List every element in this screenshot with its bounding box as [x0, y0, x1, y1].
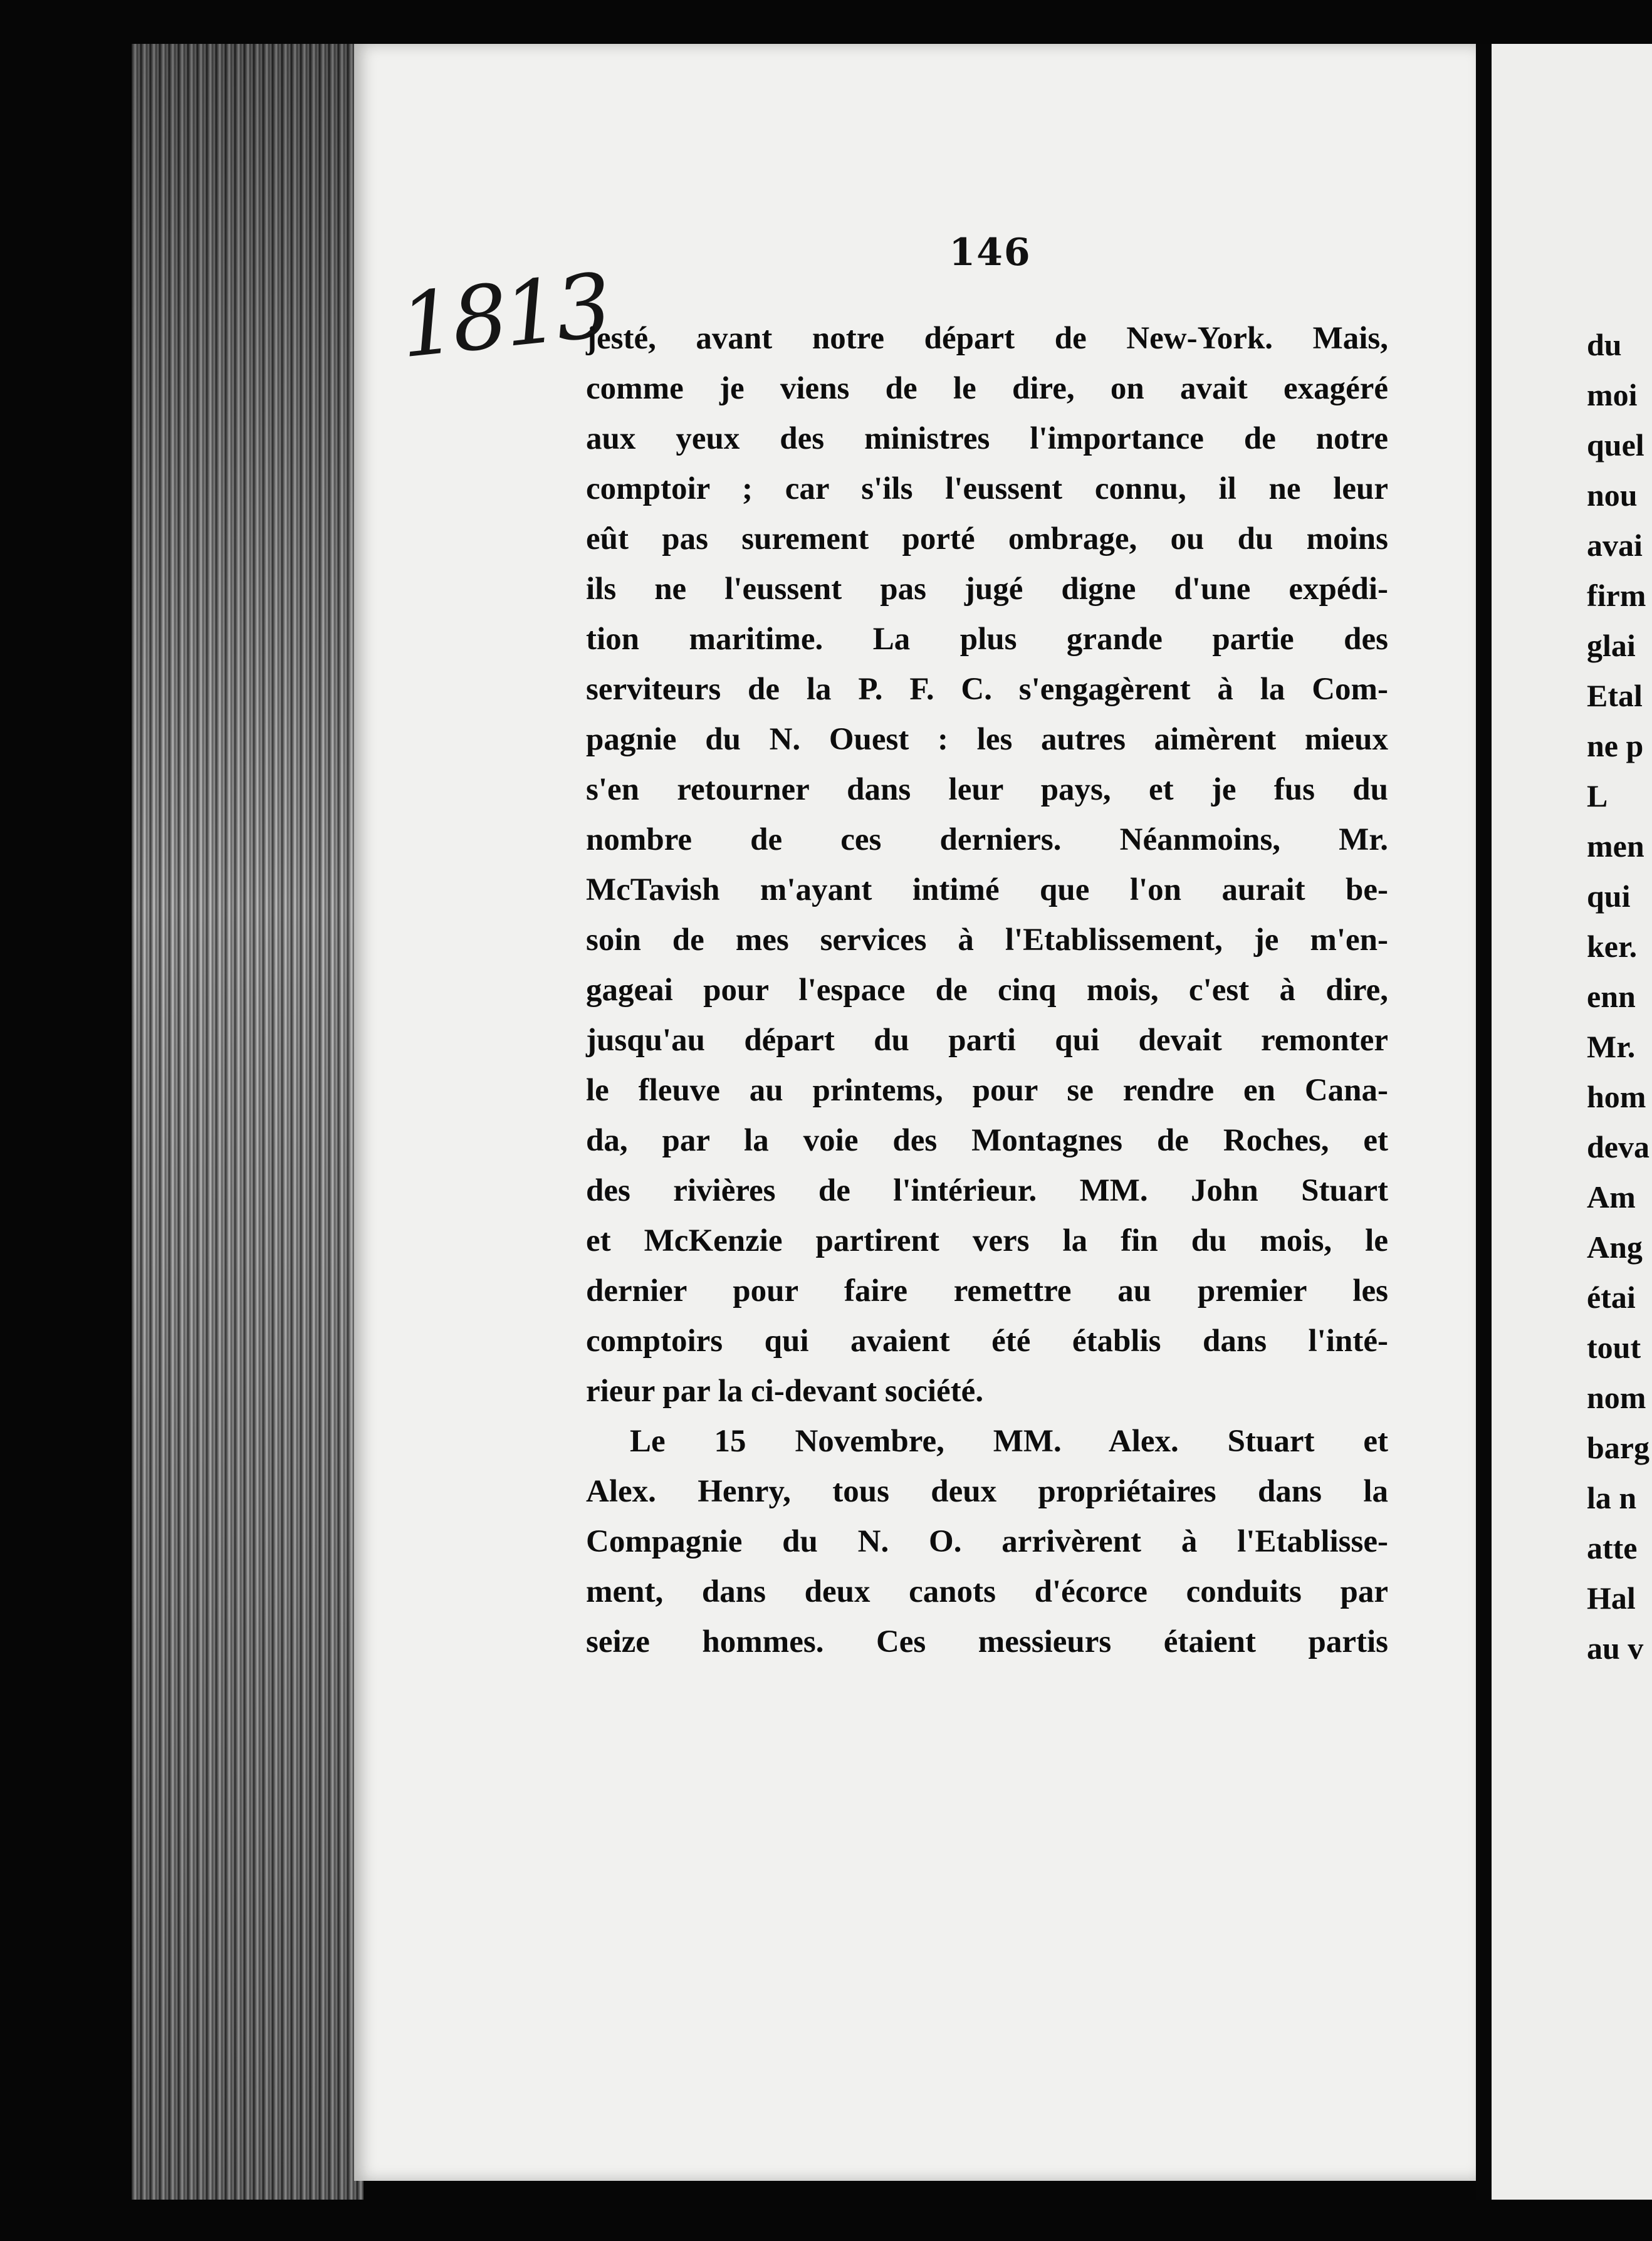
page-number: 146	[949, 231, 1032, 274]
next-page-line: du	[1587, 327, 1622, 362]
next-page-line: enn	[1587, 979, 1636, 1014]
text-line: dernier pour faire remettre au premier les	[586, 1273, 1388, 1309]
text-line: des rivières de l'intérieur. MM. John Stuart	[586, 1173, 1388, 1208]
next-page-line: deva	[1587, 1129, 1649, 1164]
next-page-line: étai	[1587, 1280, 1636, 1315]
next-page-line: atte	[1587, 1530, 1638, 1565]
next-page-line: Mr.	[1587, 1029, 1636, 1064]
text-line: da, par la voie des Montagnes de Roches, et	[586, 1123, 1388, 1158]
text-line: soin de mes services à l'Etablissement, je m'en-	[586, 922, 1388, 958]
text-line: Alex. Henry, tous deux propriétaires dans la	[586, 1474, 1388, 1509]
text-line: ment, dans deux canots d'écorce conduits par	[586, 1574, 1388, 1609]
next-page-line: firm	[1587, 578, 1646, 613]
next-page-line: Ang	[1587, 1230, 1643, 1265]
text-line: le fleuve au printems, pour se rendre en Cana-	[586, 1073, 1388, 1108]
text-line: pagnie du N. Ouest : les autres aimèrent mieux	[586, 722, 1388, 757]
text-line: comptoirs qui avaient été établis dans l'inté-	[586, 1324, 1388, 1359]
handwritten-margin-note: 1813	[395, 254, 613, 379]
text-line: serviteurs de la P. F. C. s'engagèrent à la Com-	[586, 672, 1388, 707]
text-line: Le 15 Novembre, MM. Alex. Stuart et	[630, 1424, 1388, 1459]
next-page-line: nou	[1587, 478, 1638, 513]
next-page-line: men	[1587, 828, 1644, 864]
text-line: eût pas surement porté ombrage, ou du moins	[586, 521, 1388, 556]
next-page-line: hom	[1587, 1079, 1646, 1114]
next-page-line: tout	[1587, 1330, 1641, 1365]
next-page-line: au v	[1587, 1631, 1644, 1666]
page-gutter	[1476, 44, 1492, 2200]
next-page-line: nom	[1587, 1380, 1646, 1415]
text-line: jusqu'au départ du parti qui devait remonter	[586, 1023, 1388, 1058]
text-line: jesté, avant notre départ de New-York. Mais,	[586, 321, 1388, 356]
next-page-line: glai	[1587, 628, 1636, 663]
next-page-text	[1587, 320, 1652, 1673]
text-line: McTavish m'ayant intimé que l'on aurait be-	[586, 872, 1388, 907]
next-page-line: Etal	[1587, 678, 1643, 713]
next-page-line: Hal	[1587, 1580, 1636, 1616]
next-page-line: quel	[1587, 427, 1644, 462]
text-line: Compagnie du N. O. arrivèrent à l'Etablisse-	[586, 1524, 1388, 1559]
text-line: comptoir ; car s'ils l'eussent connu, il ne leur	[586, 471, 1388, 506]
next-page-line: avai	[1587, 528, 1643, 563]
text-line: s'en retourner dans leur pays, et je fus du	[586, 772, 1388, 807]
next-page-line: la n	[1587, 1480, 1637, 1515]
next-page-line: ne p	[1587, 728, 1644, 763]
text-line: ils ne l'eussent pas jugé digne d'une expédi-	[586, 572, 1388, 607]
text-line: comme je viens de le dire, on avait exagéré	[586, 371, 1388, 406]
next-page-line: Am	[1587, 1179, 1636, 1215]
body-text	[586, 313, 1388, 1667]
text-line: seize hommes. Ces messieurs étaient partis	[586, 1624, 1388, 1659]
text-line: et McKenzie partirent vers la fin du mois, le	[586, 1223, 1388, 1258]
next-page-line: moi	[1587, 377, 1638, 412]
text-line: aux yeux des ministres l'importance de notre	[586, 421, 1388, 456]
text-line: gageai pour l'espace de cinq mois, c'est à dire,	[586, 973, 1388, 1008]
page-edges	[132, 44, 363, 2200]
next-page-line: barg	[1587, 1430, 1649, 1465]
next-page-line: qui	[1587, 879, 1631, 914]
next-page-line: ker.	[1587, 929, 1638, 964]
next-page-line: L	[1587, 778, 1608, 813]
text-line: tion maritime. La plus grande partie des	[586, 622, 1388, 657]
text-line: nombre de ces derniers. Néanmoins, Mr.	[586, 822, 1388, 857]
text-line: rieur par la ci-devant société.	[586, 1374, 984, 1409]
